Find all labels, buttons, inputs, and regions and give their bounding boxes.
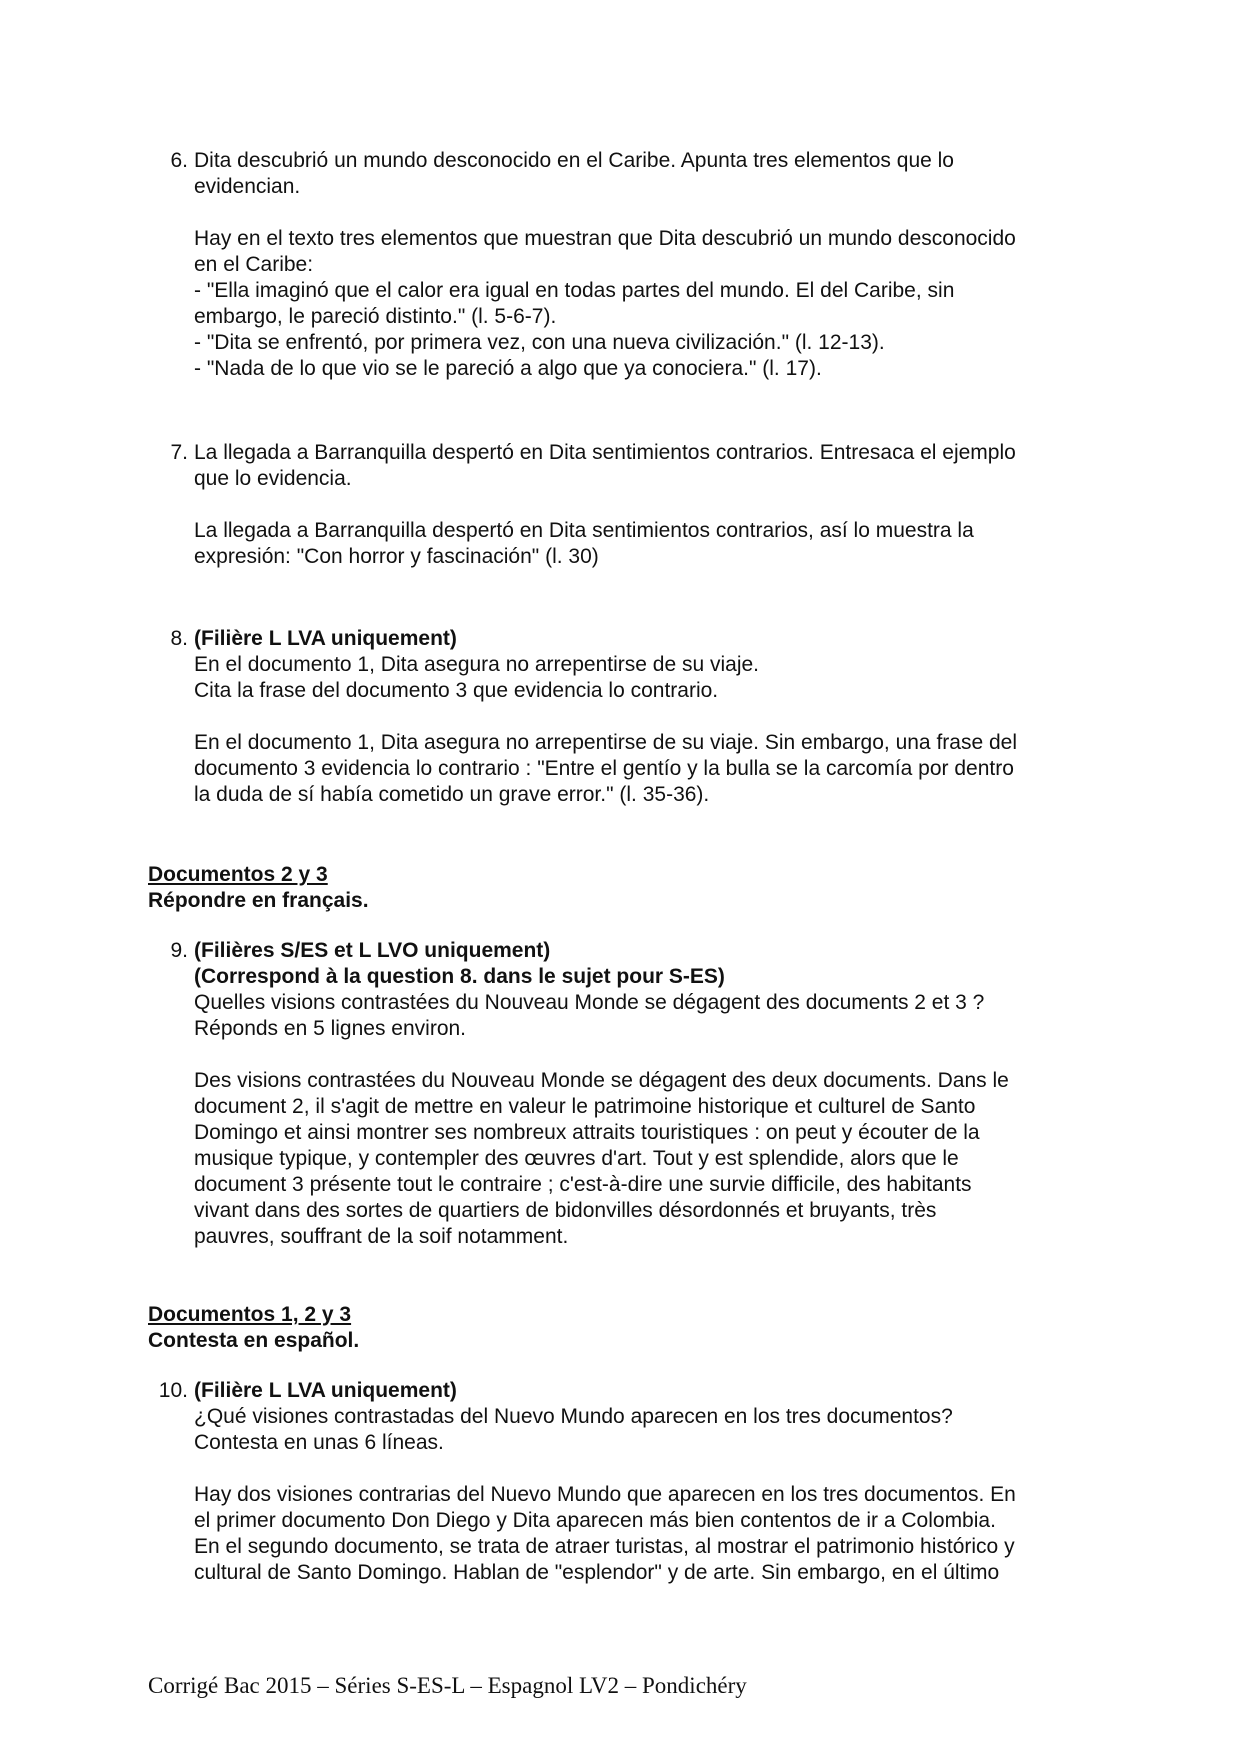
answer-line: en el Caribe: [194, 253, 314, 276]
answer-line: - "Nada de lo que vio se le pareció a algo que ya conociera." (l. 17). [194, 357, 822, 380]
answer-line: expresión: "Con horror y fascinación" (l. 30) [194, 545, 599, 568]
question-line: La llegada a Barranquilla despertó en Dita sentimientos contrarios. Entresaca el ejemplo [194, 441, 1016, 464]
question-number: 7. [170, 441, 188, 464]
section-title: Documentos 2 y 3 [148, 863, 328, 886]
answer-line: musique typique, y contempler des œuvres d'art. Tout y est splendide, alors que le [194, 1147, 959, 1170]
question-line: Contesta en unas 6 líneas. [194, 1431, 444, 1454]
page-footer: Corrigé Bac 2015 – Séries S-ES-L – Espagnol LV2 – Pondichéry [148, 1673, 747, 1698]
question-9 [148, 938, 1098, 1250]
answer-line: el primer documento Don Diego y Dita aparecen más bien contentos de ir a Colombia. [194, 1509, 996, 1532]
question-line: ¿Qué visiones contrastadas del Nuevo Mundo aparecen en los tres documentos? [194, 1405, 953, 1428]
answer-line: En el segundo documento, se trata de atraer turistas, al mostrar el patrimonio histórico y [194, 1535, 1015, 1558]
question-line: Cita la frase del documento 3 que evidencia lo contrario. [194, 679, 719, 702]
question-line: En el documento 1, Dita asegura no arrepentirse de su viaje. [194, 653, 760, 676]
answer-line: pauvres, souffrant de la soif notamment. [194, 1225, 569, 1248]
question-number: 10. [158, 1379, 188, 1402]
question-number: 8. [170, 627, 188, 650]
question-8 [148, 626, 1098, 808]
question-line: Réponds en 5 lignes environ. [194, 1017, 467, 1040]
answer-line: vivant dans des sortes de quartiers de bidonvilles désordonnés et bruyants, très [194, 1199, 937, 1222]
answer-line: Domingo et ainsi montrer ses nombreux attraits touristiques : on peut y écouter de la [194, 1121, 980, 1144]
question-number: 9. [170, 939, 188, 962]
question-note: (Filières S/ES et L LVO uniquement) [194, 939, 551, 962]
answer-line: la duda de sí había cometido un grave error." (l. 35-36). [194, 783, 710, 806]
question-7 [148, 440, 1098, 570]
question-line: Quelles visions contrastées du Nouveau Monde se dégagent des documents 2 et 3 ? [194, 991, 985, 1014]
section-heading-docs-1-2-3 [148, 1302, 1048, 1354]
answer-line: cultural de Santo Domingo. Hablan de "esplendor" y de arte. Sin embargo, en el último [194, 1561, 1000, 1584]
question-note: (Filière L LVA uniquement) [194, 1379, 457, 1402]
answer-line: En el documento 1, Dita asegura no arrepentirse de su viaje. Sin embargo, una frase del [194, 731, 1017, 754]
answer-line: Des visions contrastées du Nouveau Monde se dégagent des deux documents. Dans le [194, 1069, 1009, 1092]
question-line: evidencian. [194, 175, 301, 198]
answer-line: documento 3 evidencia lo contrario : "Entre el gentío y la bulla se la carcomía por dentro [194, 757, 1014, 780]
answer-line: Hay dos visiones contrarias del Nuevo Mundo que aparecen en los tres documentos. En [194, 1483, 1016, 1506]
section-instruction: Contesta en español. [148, 1329, 360, 1352]
answer-line: embargo, le pareció distinto." (l. 5-6-7). [194, 305, 557, 328]
question-6 [148, 148, 1098, 382]
answer-line: document 2, il s'agit de mettre en valeur le patrimoine historique et culturel de Santo [194, 1095, 976, 1118]
question-10 [148, 1378, 1098, 1586]
answer-line: - "Ella imaginó que el calor era igual en todas partes del mundo. El del Caribe, sin [194, 279, 955, 302]
question-note: (Filière L LVA uniquement) [194, 627, 457, 650]
question-number: 6. [170, 149, 188, 172]
section-instruction: Répondre en français. [148, 889, 369, 912]
answer-line: La llegada a Barranquilla despertó en Dita sentimientos contrarios, así lo muestra la [194, 519, 974, 542]
answer-line: document 3 présente tout le contraire ; c'est-à-dire une survie difficile, des habitants [194, 1173, 972, 1196]
question-line: que lo evidencia. [194, 467, 352, 490]
question-line: Dita descubrió un mundo desconocido en el Caribe. Apunta tres elementos que lo [194, 149, 954, 172]
section-title: Documentos 1, 2 y 3 [148, 1303, 352, 1326]
answer-line: - "Dita se enfrentó, por primera vez, con una nueva civilización." (l. 12-13). [194, 331, 885, 354]
answer-line: Hay en el texto tres elementos que muestran que Dita descubrió un mundo desconocido [194, 227, 1016, 250]
question-note: (Correspond à la question 8. dans le sujet pour S-ES) [194, 965, 725, 988]
section-heading-docs-2-3 [148, 862, 1048, 914]
